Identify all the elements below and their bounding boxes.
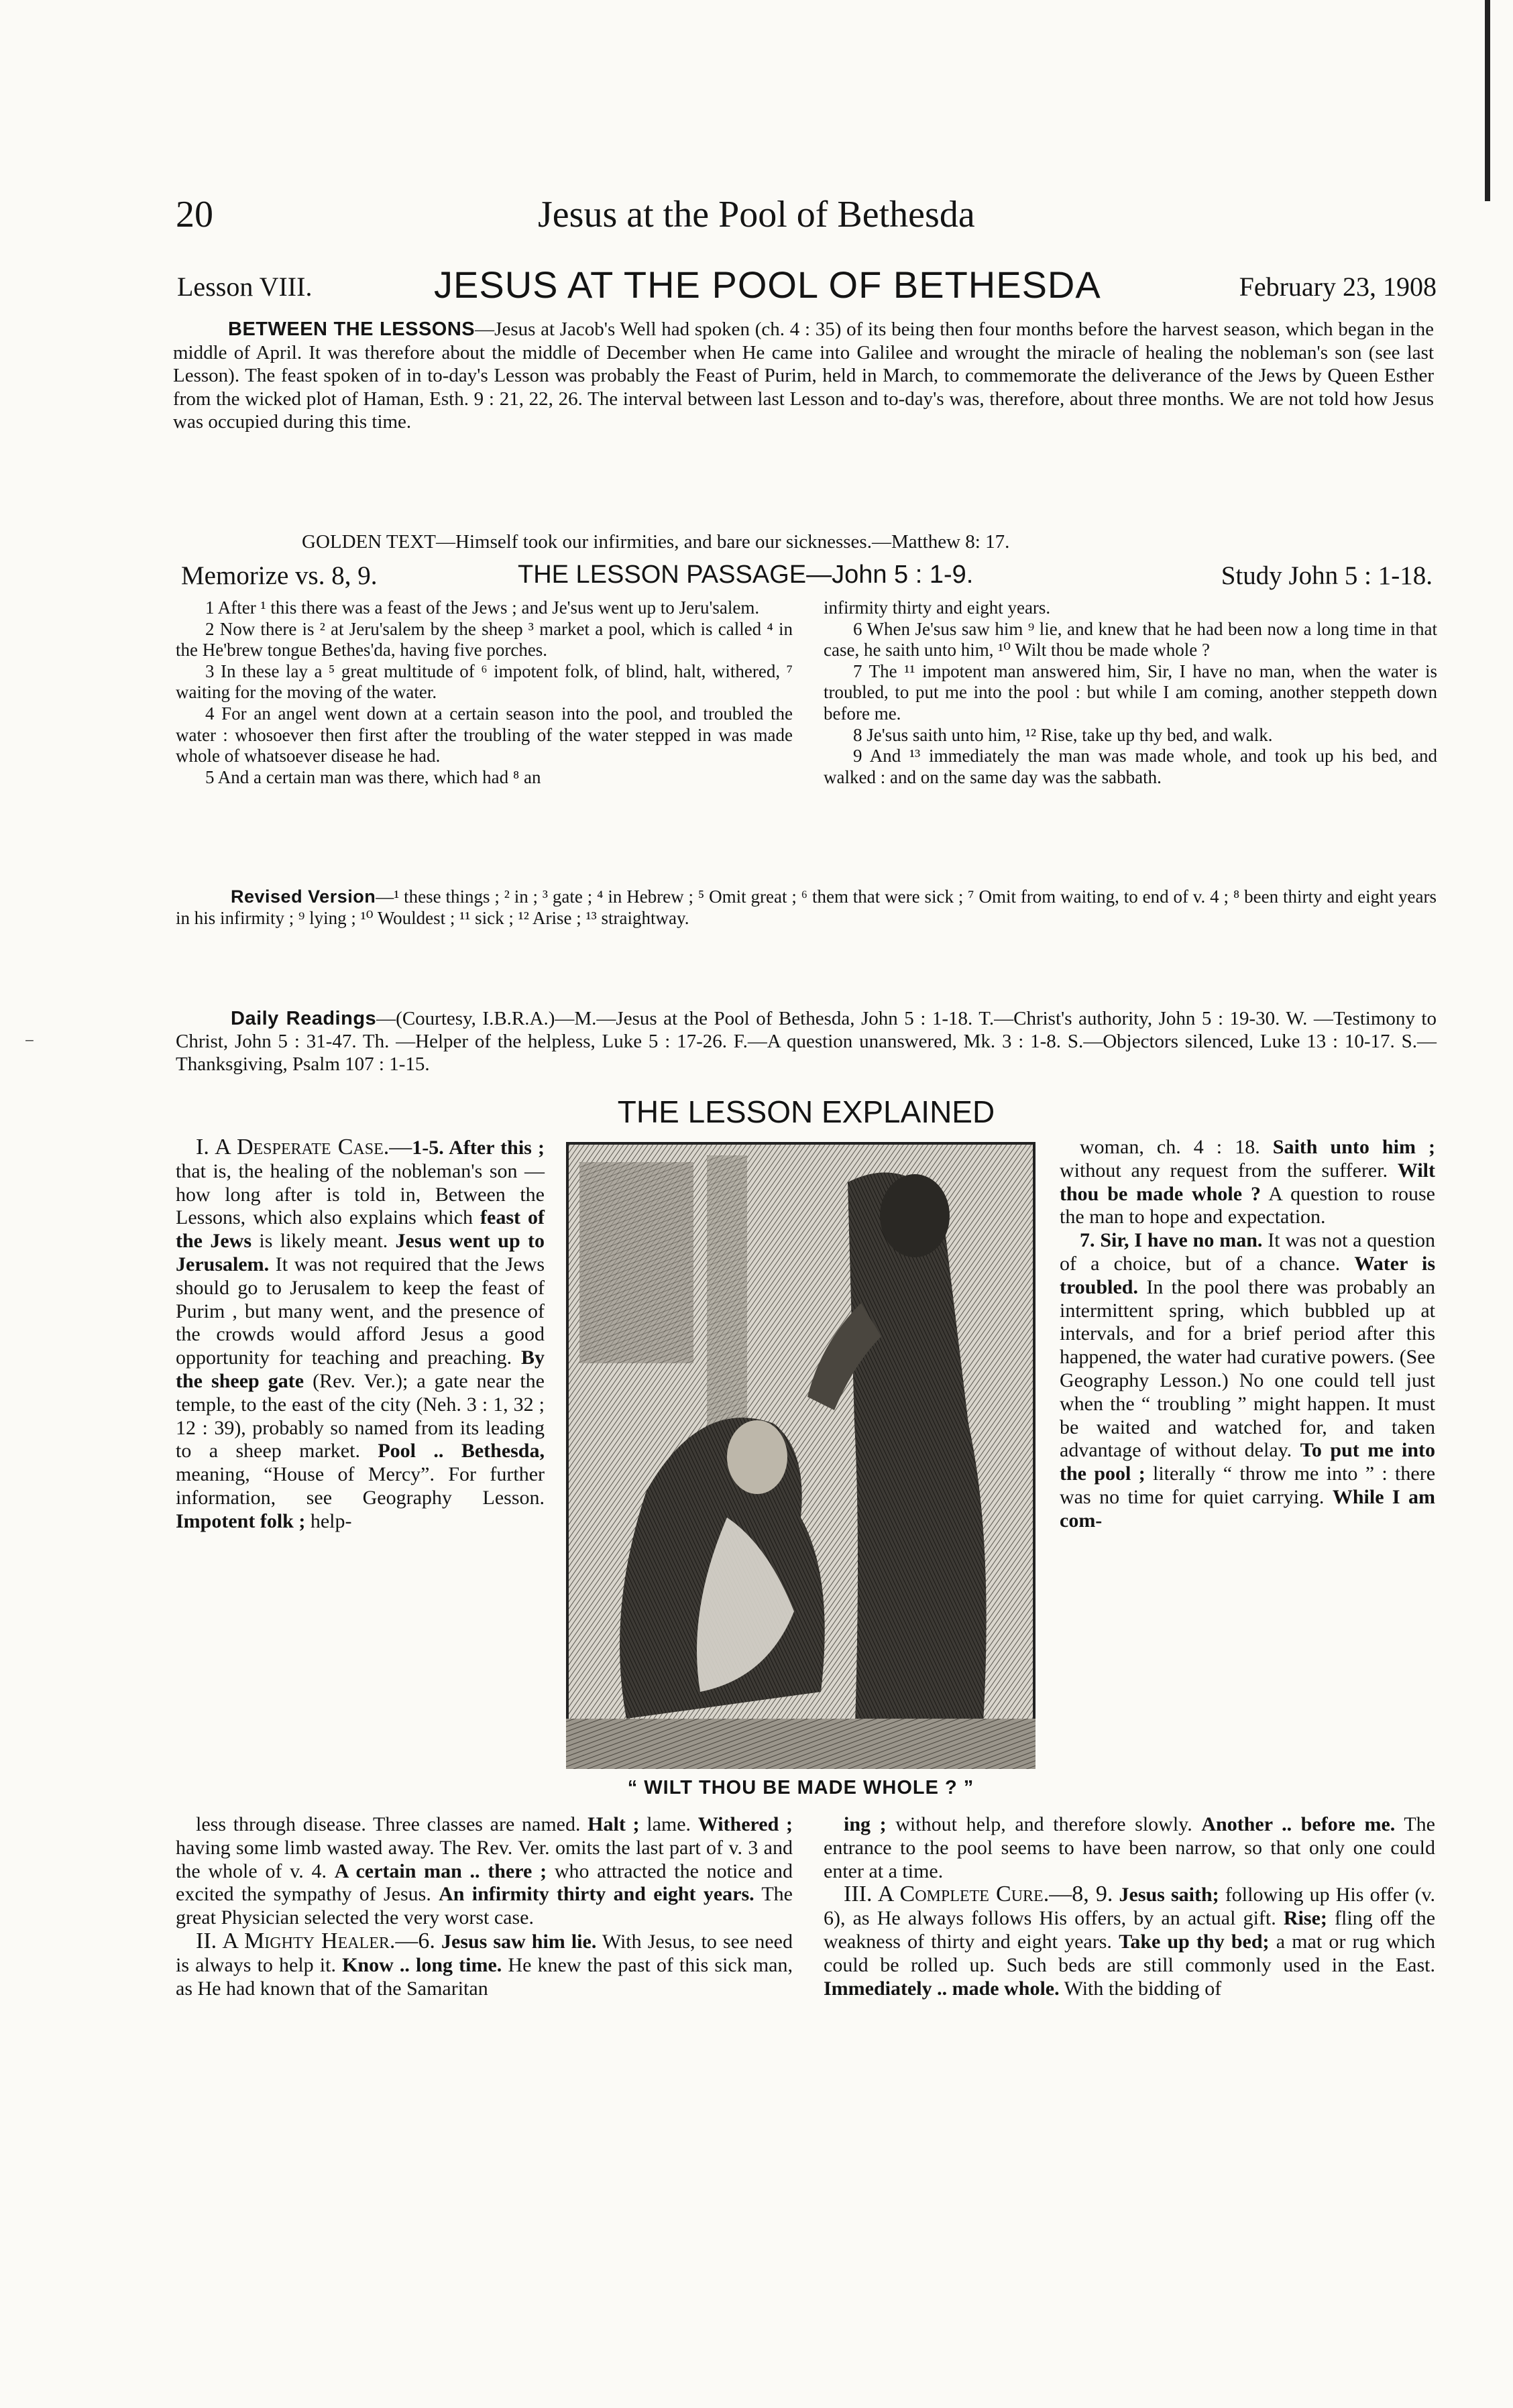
lesson-number: Lesson VIII. xyxy=(177,272,313,302)
verse-2: 2 Now there is ² at Jeru'salem by the sheep ³ market a pool, which is called ⁴ in the He'brew tongue Bethes'da, having five porches. xyxy=(176,618,793,661)
illustration-caption: “ WILT THOU BE MADE WHOLE ? ” xyxy=(627,1777,974,1798)
text-run: The great Physician selected the very worst case. xyxy=(176,1883,793,1929)
verse-3: 3 In these lay a ⁵ great multitude of ⁶ impotent folk, of blind, halt, withered, ⁷ waiting for the moving of the water. xyxy=(176,661,793,703)
paragraph xyxy=(1060,1136,1435,1229)
bold-phrase: Impotent folk ; xyxy=(176,1509,306,1532)
paragraph xyxy=(176,1136,545,1534)
bold-phrase: Another .. before me. xyxy=(1201,1813,1396,1835)
verse-8: 8 Je'sus saith unto him, ¹² Rise, take up thy bed, and walk. xyxy=(853,724,1273,745)
verses-right-column xyxy=(824,597,1437,788)
illustration xyxy=(566,1142,1035,1769)
scan-edge-bar xyxy=(1485,0,1490,201)
bold-phrase: Halt ; xyxy=(587,1813,640,1835)
text-run: fling off the weakness of thirty and eight years. xyxy=(824,1907,1436,1953)
bold-phrase: While I am com- xyxy=(1060,1485,1435,1532)
golden-text: GOLDEN TEXT—Himself took our infirmities, and bare our sicknesses.—Matthew 8: 17. xyxy=(302,531,1010,553)
text-run: With Jesus, to see need is always to help it. xyxy=(176,1930,793,1976)
text-run: A question to rouse the man to hope and expectation. xyxy=(1060,1182,1435,1228)
daily-readings-text: —(Courtesy, I.B.R.A.)—M.—Jesus at the Pool of Bethesda, John 5 : 1-18. T.—Christ's authority, John 5 : 19-30. W. —Testimony to Christ, John 5 : 31-47. Th. —Helper of the helpless, Luke 5 : 17-26. F.—A question unanswered, Mk. 3 : 1-8. S.—Objectors silenced, Luke 13 : 10-17. S.—Thanksgiving, Psalm 107 : 1-15. xyxy=(176,1008,1437,1075)
text-run xyxy=(435,1931,441,1953)
text-run: help- xyxy=(305,1509,352,1532)
revised-version-notes xyxy=(176,886,1437,929)
text-run: In the pool there was probably an intermittent spring, which bubbled up at intervals, and for a brief period after this happened, the water had curative powers. (See Geography Lesson.) No one could tell just when the “ troubling ” might happen. It must be waited and watched for, and taken advantage of without delay. xyxy=(1060,1275,1435,1462)
text-run: woman, ch. 4 : 18. xyxy=(1080,1136,1273,1158)
paragraph xyxy=(176,1930,793,2000)
verse-5: 5 And a certain man was there, which had ⁸ an xyxy=(205,766,541,787)
bold-phrase: Water is troubled. xyxy=(1060,1252,1435,1298)
bold-phrase: A certain man .. there ; xyxy=(334,1859,547,1882)
text-run xyxy=(1113,1884,1119,1906)
verses-left-column xyxy=(176,597,793,788)
section-heading: I. A Desperate Case.— xyxy=(196,1135,412,1159)
daily-readings-label: Daily Readings xyxy=(231,1008,377,1029)
bold-phrase: An infirmity thirty and eight years. xyxy=(439,1883,754,1906)
text-run: having some limb wasted away. The Rev. Ver. omits the last part of v. 3 and the whole of v. 4. xyxy=(176,1836,793,1882)
text-run: With the bidding of xyxy=(1059,1977,1222,2000)
running-title: Jesus at the Pool of Bethesda xyxy=(538,194,975,235)
verse-5-continued: infirmity thirty and eight years. xyxy=(824,597,1051,618)
text-run: less through disease. Three classes are named. xyxy=(196,1813,588,1835)
text-run: (Rev. Ver.); a gate near the temple, to the east of the city (Neh. 3 : 1, 32 ; 12 : 39), probably so named from its leading to a sheep market. xyxy=(176,1369,545,1463)
paragraph xyxy=(176,1813,793,1930)
bold-phrase: feast of the Jews xyxy=(176,1206,545,1253)
paragraph xyxy=(824,1813,1435,1883)
section-heading: III. A Complete Cure.—8, 9. xyxy=(844,1882,1113,1907)
bold-phrase: Jesus saw him lie. xyxy=(441,1930,597,1953)
daily-readings xyxy=(176,1007,1437,1076)
text-run: It was not a question of a choice, but of a chance. xyxy=(1060,1229,1435,1275)
lesson-explained-heading: THE LESSON EXPLAINED xyxy=(617,1094,995,1129)
text-run: meaning, “House of Mercy”. For further information, see Geography Lesson. xyxy=(176,1463,545,1509)
verse-6: 6 When Je'sus saw him ⁹ lie, and knew that he had been now a long time in that case, he saith unto him, ¹⁰ Wilt thou be made whole ? xyxy=(824,618,1437,661)
commentary-column-3-top xyxy=(1060,1136,1435,1533)
bold-phrase: Pool .. Bethesda, xyxy=(378,1440,545,1463)
lesson-heading xyxy=(176,263,1437,317)
revised-label: Revised Version xyxy=(231,886,376,907)
commentary-column-2-bottom xyxy=(824,1813,1435,2000)
paragraph xyxy=(824,1883,1435,2000)
bold-phrase: Jesus went up to Jerusalem. xyxy=(176,1230,545,1275)
text-run: lame. xyxy=(639,1813,698,1835)
bold-phrase: Know .. long time. xyxy=(342,1953,502,1976)
bold-phrase: Jesus saith; xyxy=(1119,1884,1219,1906)
section-heading: II. A Mighty Healer.—6. xyxy=(196,1928,435,1953)
verse-1: 1 After ¹ this there was a feast of the Jews ; and Je'sus went up to Jeru'salem. xyxy=(205,597,760,618)
memorize-line xyxy=(176,561,1437,595)
running-head xyxy=(176,186,1115,247)
bold-phrase: Take up thy bed; xyxy=(1119,1930,1270,1953)
text-run: He knew the past of this sick man, as He had known that of the Samaritan xyxy=(176,1953,793,2000)
bold-phrase: Rise; xyxy=(1283,1907,1327,1930)
commentary-column-1-top xyxy=(176,1136,545,1534)
bold-phrase: Immediately .. made whole. xyxy=(824,1977,1060,2000)
text-run: The entrance to the pool seems to have been narrow, so that only one could enter at a time. xyxy=(824,1813,1435,1882)
text-run: a mat or rug which could be rolled up. Such beds are still commonly used in the East. xyxy=(824,1930,1435,1976)
lesson-title: JESUS AT THE POOL OF BETHESDA xyxy=(434,264,1101,306)
text-run: who attracted the notice and excited the sympathy of Jesus. xyxy=(176,1859,793,1906)
verse-9: 9 And ¹³ immediately the man was made whole, and took up his bed, and walked : and on the same day was the sabbath. xyxy=(824,746,1437,787)
bold-phrase: Wilt thou be made whole ? xyxy=(1060,1159,1435,1205)
between-text: —Jesus at Jacob's Well had spoken (ch. 4 : 35) of its being then four months before the harvest season, which began in the middle of April. It was therefore about the middle of December when He came into Galilee and wrought the miracle of healing the nobleman's son (see last Lesson). The feast spoken of in to-day's Lesson was probably the Feast of Purim, held in March, to commemorate the deliverance of the Jews by Queen Esther from the wicked plot of Haman, Esth. 9 : 21, 22, 26. The interval between last Lesson and to-day's was, therefore, about three months. We are not told how Jesus was occupied during this time. xyxy=(173,319,1434,433)
revised-text: —¹ these things ; ² in ; ³ gate ; ⁴ in Hebrew ; ⁵ Omit great ; ⁶ them that were sick ; ⁷ Omit from waiting, to end of v. 4 ; ⁸ been thirty and eight years in his infirmity ; ⁹ lying ; ¹⁰ Wouldest ; ¹¹ sick ; ¹² Arise ; ¹³ straightway. xyxy=(176,886,1437,928)
bold-phrase: Saith unto him ; xyxy=(1272,1136,1435,1158)
verse-7: 7 The ¹¹ impotent man answered him, Sir, I have no man, when the water is troubled, to put me into the pool : but while I am coming, another steppeth down before me. xyxy=(824,661,1437,724)
text-run: without any request from the sufferer. xyxy=(1060,1159,1398,1182)
between-the-lessons xyxy=(173,318,1434,434)
text-run: is likely meant. xyxy=(251,1230,396,1253)
page-number: 20 xyxy=(176,194,213,235)
verse-4: 4 For an angel went down at a certain season into the pool, and troubled the water : whosoever then first after the troubling of the water stepped in was made whole of whatsoever disease he had. xyxy=(176,703,793,766)
lesson-date: February 23, 1908 xyxy=(1239,272,1437,302)
commentary-column-1-bottom xyxy=(176,1813,793,2000)
bold-phrase: To put me into the pool ; xyxy=(1060,1439,1435,1485)
paragraph xyxy=(1060,1229,1435,1532)
text-run: It was not required that the Jews should go to Jerusalem to keep the feast of Purim , but many went, and the presence of the crowds would afford Jesus a good opportunity for teaching and preaching. xyxy=(176,1253,545,1369)
text-run: literally “ throw me into ” : there was no time for quiet carrying. xyxy=(1060,1463,1436,1508)
illustration-engraving xyxy=(566,1142,1035,1769)
margin-mark: ⁻ xyxy=(24,1033,35,1055)
between-label: BETWEEN THE LESSONS xyxy=(228,319,475,340)
bold-phrase: ing ; xyxy=(844,1813,887,1835)
bold-phrase: By the sheep gate xyxy=(176,1346,545,1392)
text-run: following up His offer (v. 6), as He always follows His offers, by an actual gift. xyxy=(824,1884,1435,1930)
text-run: that is, the healing of the nobleman's son —how long after is told in, Between the Lessons, which also explains which xyxy=(176,1159,545,1229)
bold-phrase: 7. Sir, I have no man. xyxy=(1080,1229,1263,1252)
text-run: without help, and therefore slowly. xyxy=(886,1813,1202,1835)
memorize-verses: Memorize vs. 8, 9. xyxy=(181,561,378,590)
lesson-passage-heading: THE LESSON PASSAGE—John 5 : 1-9. xyxy=(518,561,974,589)
bold-phrase: 1-5. After this ; xyxy=(412,1137,545,1159)
bold-phrase: Withered ; xyxy=(697,1813,793,1835)
study-reference: Study John 5 : 1-18. xyxy=(1221,561,1433,590)
